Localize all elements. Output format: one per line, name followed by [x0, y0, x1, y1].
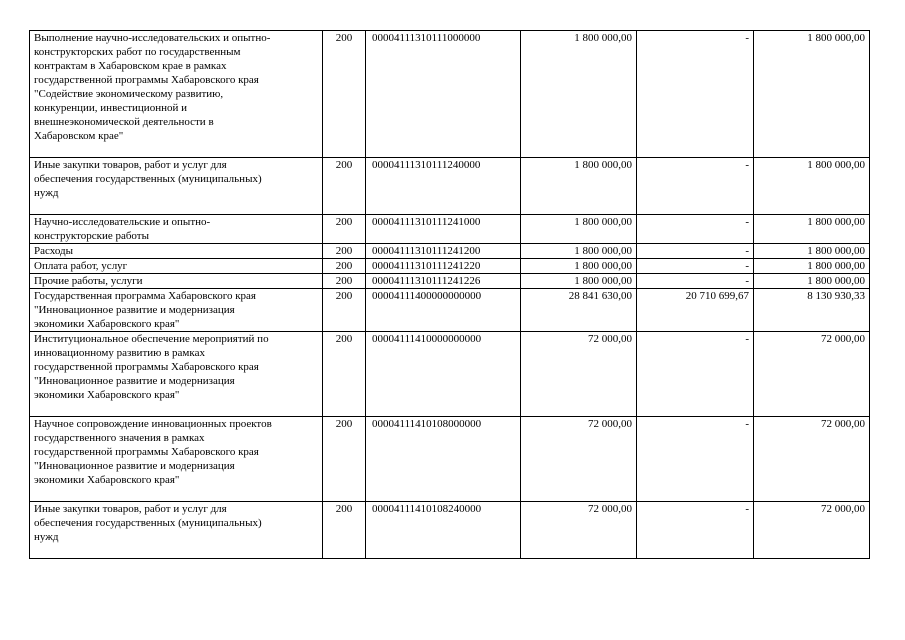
row-code: 200	[323, 417, 366, 502]
row-classification-code: 00004111310111000000	[366, 31, 521, 158]
row-code: 200	[323, 274, 366, 289]
row-approved-amount: 28 841 630,00	[521, 289, 637, 332]
row-executed-amount: 20 710 699,67	[637, 289, 754, 332]
row-classification-code: 00004111310111241220	[366, 259, 521, 274]
row-name: Государственная программа Хабаровского края "Инновационное развитие и модернизация экономики Хабаровского края"	[30, 289, 323, 332]
row-remaining-amount: 1 800 000,00	[754, 259, 870, 274]
row-classification-code: 00004111410000000000	[366, 332, 521, 417]
row-code: 200	[323, 158, 366, 215]
row-name: Оплата работ, услуг	[30, 259, 323, 274]
table-row	[30, 31, 870, 158]
row-classification-code: 00004111310111241200	[366, 244, 521, 259]
table-row	[30, 215, 870, 244]
table-row	[30, 274, 870, 289]
row-code: 200	[323, 332, 366, 417]
row-approved-amount: 1 800 000,00	[521, 158, 637, 215]
row-approved-amount: 1 800 000,00	[521, 215, 637, 244]
row-classification-code: 00004111410108240000	[366, 502, 521, 559]
budget-table	[29, 30, 870, 559]
row-code: 200	[323, 289, 366, 332]
row-remaining-amount: 72 000,00	[754, 332, 870, 417]
row-code: 200	[323, 502, 366, 559]
row-code: 200	[323, 259, 366, 274]
row-approved-amount: 1 800 000,00	[521, 259, 637, 274]
row-code: 200	[323, 215, 366, 244]
row-name: Расходы	[30, 244, 323, 259]
row-name: Институциональное обеспечение мероприятий по инновационному развитию в рамках государственной программы Хабаровского края "Инновационное развитие и модернизация экономики Хабаровского края"	[30, 332, 323, 417]
row-classification-code: 00004111310111241000	[366, 215, 521, 244]
row-approved-amount: 72 000,00	[521, 502, 637, 559]
table-row	[30, 259, 870, 274]
row-executed-amount: -	[637, 417, 754, 502]
row-name: Научно-исследовательские и опытно- конструкторские работы	[30, 215, 323, 244]
table-row	[30, 158, 870, 215]
row-remaining-amount: 72 000,00	[754, 417, 870, 502]
row-remaining-amount: 72 000,00	[754, 502, 870, 559]
row-approved-amount: 1 800 000,00	[521, 31, 637, 158]
row-executed-amount: -	[637, 259, 754, 274]
row-name: Иные закупки товаров, работ и услуг для обеспечения государственных (муниципальных) нужд	[30, 502, 323, 559]
row-classification-code: 00004111310111241226	[366, 274, 521, 289]
row-name: Иные закупки товаров, работ и услуг для обеспечения государственных (муниципальных) нужд	[30, 158, 323, 215]
row-remaining-amount: 1 800 000,00	[754, 244, 870, 259]
row-approved-amount: 1 800 000,00	[521, 244, 637, 259]
row-remaining-amount: 8 130 930,33	[754, 289, 870, 332]
table-row	[30, 244, 870, 259]
row-executed-amount: -	[637, 332, 754, 417]
row-name: Выполнение научно-исследовательских и опытно- конструкторских работ по государственным контрактам в Хабаровском крае в рамках государственной программы Хабаровского края "Содействие экономическому развитию, конкуренции, инвестиционной и внешнеэкономической деятельности в Хабаровском крае"	[30, 31, 323, 158]
table-row	[30, 289, 870, 332]
row-remaining-amount: 1 800 000,00	[754, 274, 870, 289]
row-classification-code: 00004111400000000000	[366, 289, 521, 332]
row-executed-amount: -	[637, 31, 754, 158]
row-remaining-amount: 1 800 000,00	[754, 31, 870, 158]
row-executed-amount: -	[637, 502, 754, 559]
row-remaining-amount: 1 800 000,00	[754, 158, 870, 215]
row-approved-amount: 72 000,00	[521, 417, 637, 502]
row-code: 200	[323, 244, 366, 259]
row-classification-code: 00004111410108000000	[366, 417, 521, 502]
row-executed-amount: -	[637, 244, 754, 259]
row-approved-amount: 72 000,00	[521, 332, 637, 417]
row-executed-amount: -	[637, 215, 754, 244]
row-name: Научное сопровождение инновационных проектов государственного значения в рамках государственной программы Хабаровского края "Инновационное развитие и модернизация экономики Хабаровского края"	[30, 417, 323, 502]
row-name: Прочие работы, услуги	[30, 274, 323, 289]
row-executed-amount: -	[637, 158, 754, 215]
row-approved-amount: 1 800 000,00	[521, 274, 637, 289]
table-row	[30, 502, 870, 559]
table-row	[30, 417, 870, 502]
row-code: 200	[323, 31, 366, 158]
row-remaining-amount: 1 800 000,00	[754, 215, 870, 244]
row-executed-amount: -	[637, 274, 754, 289]
table-row	[30, 332, 870, 417]
row-classification-code: 00004111310111240000	[366, 158, 521, 215]
